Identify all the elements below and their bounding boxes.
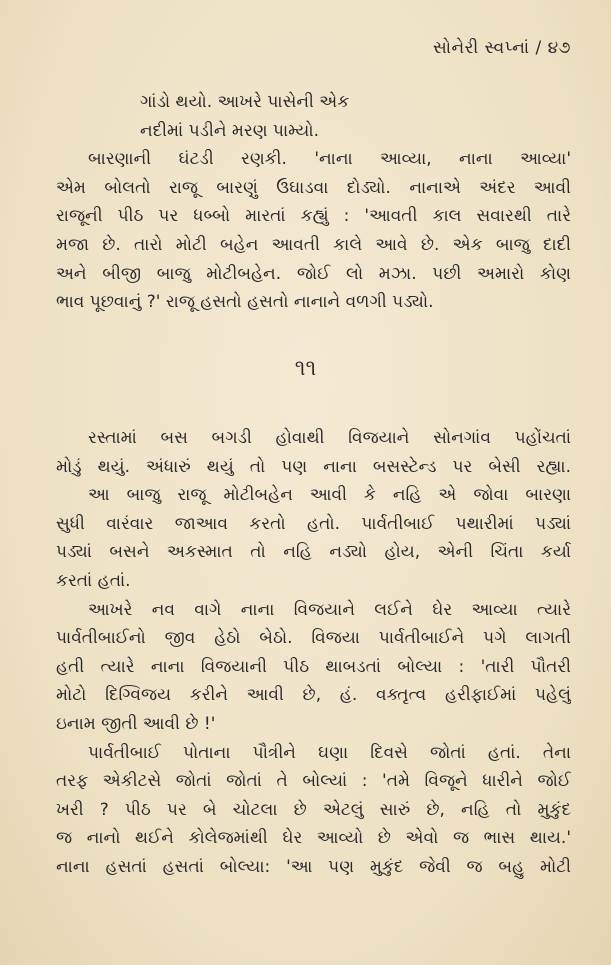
- text-line: જ નાનો થઈને કોલેજમાંથી ઘેર આવ્યો છે એવો જ ભાસ થાય.': [56, 828, 571, 849]
- text-line: તરફ એકીટસે જોતાં જોતાં તે બોલ્યાં : 'તમે વિજૂને ધારીને જોઈ: [56, 771, 571, 792]
- text-line: મજા છે. તારો મોટી બહેન આવતી કાલે આવે છે. એક બાજુ દાદી: [56, 234, 571, 255]
- text-line: નદીમાં પડીને મરણ પામ્યો.: [140, 120, 320, 141]
- text-line: એમ બોલતો રાજૂ બારણું ઉઘાડવા દોડ્યો. નાનાએ અંદર આવી: [56, 177, 571, 198]
- chapter-body: [56, 424, 571, 882]
- text-line: હતી ત્યારે નાના વિજયાની પીઠ થાબડતાં બોલ્યા : 'તારી પૌતરી: [56, 656, 571, 677]
- text-line: અને બીજી બાજુ મોટીબહેન. જોઈ લો મઝા. પછી અમારો કોણ: [56, 263, 571, 284]
- text-line: પડ્યાં બસને અકસ્માત તો નહિ નડ્યો હોય, એની ચિંતા કર્યા: [56, 542, 571, 563]
- text-line: રાજૂની પીઠ પર ધબ્બો મારતાં કહ્યું : 'આવતી કાલ સવારથી તારે: [56, 206, 571, 227]
- running-header: સોનેરી સ્વપ્નાં / ૪૭: [432, 38, 571, 58]
- text-line: ભાવ પૂછવાનું ?' રાજૂ હસતો હસતો નાનાને વળગી પડ્યો.: [56, 292, 434, 313]
- text-line: ગાંડો થયો. આખરે પાસેની એક: [140, 92, 350, 112]
- text-line: મોડું થયું. અંધારું થયું તો પણ નાના બસસ્ટેન્ડ પર બેસી રહ્યા.: [56, 456, 571, 477]
- text-line: નાના હસતાં હસતાં બોલ્યા: 'આ પણ મુકુંદ જેવી જ બહુ મોટી: [56, 856, 571, 877]
- text-line: ઇનામ જીતી આવી છે !': [56, 713, 216, 734]
- text-line: પાર્વતીબાઈનો જીવ હેઠો બેઠો. વિજયા પાર્વતીબાઈને પગે લાગતી: [56, 628, 571, 649]
- text-line: આ બાજુ રાજૂ મોટીબહેન આવી કે નહિ એ જોવા બારણા: [88, 485, 571, 506]
- text-line: મોટો દિગ્વિજય કરીને આવી છે, હં. વક્તૃત્વ હરીફાઈમાં પહેલું: [56, 685, 571, 706]
- text-line: આખરે નવ વાગે નાના વિજયાને લઈને ઘેર આવ્યા ત્યારે: [88, 599, 571, 620]
- text-line: પાર્વતીબાઈ પોતાના પૌત્રીને ઘણા દિવસે જોતાં હતાં. તેના: [88, 742, 571, 763]
- text-line: ખરી ? પીઠ પર બે ચોટલા છે એટલું સારું છે, નહિ તો મુકુંદ: [56, 799, 571, 820]
- text-line: કરતાં હતાં.: [56, 570, 131, 591]
- intro-paragraphs: [56, 88, 571, 317]
- text-line: સુધી વારંવાર જાઆવ કરતો હતો. પાર્વતીબાઈ પથારીમાં પડ્યાં: [56, 513, 571, 534]
- text-line: રસ્તામાં બસ બગડી હોવાથી વિજયાને સોનગાંવ પહોંચતાં: [88, 428, 571, 448]
- text-line: બારણાની ઘંટડી રણકી. 'નાના આવ્યા, નાના આવ્યા': [88, 149, 571, 170]
- chapter-number: ૧૧: [294, 356, 317, 381]
